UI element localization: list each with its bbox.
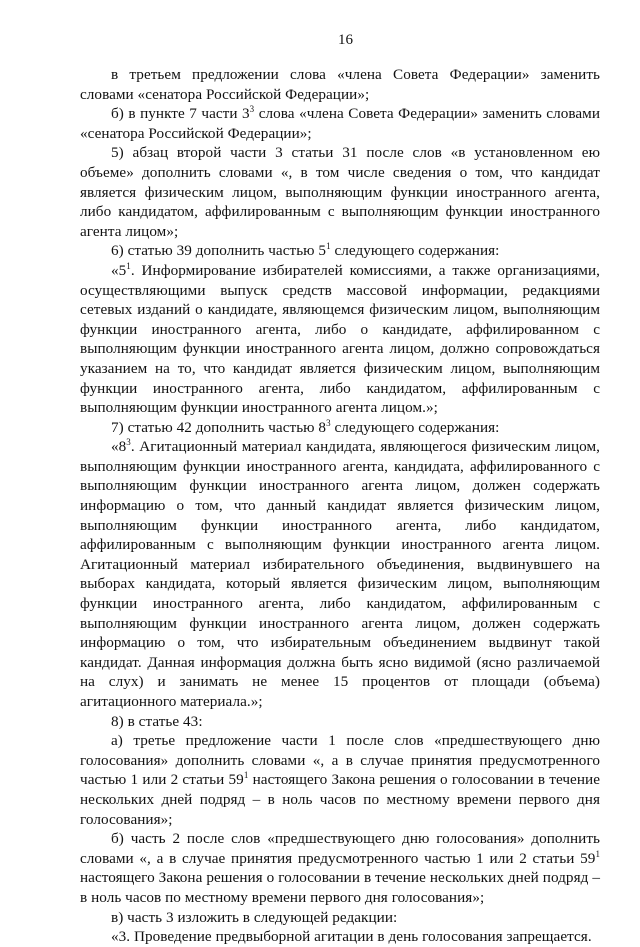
- superscript: 3: [126, 437, 131, 448]
- paragraph-p6: [80, 418, 600, 438]
- paragraph-text: настоящего Закона решения о голосовании в течение нескольких дней подряд – в ноль часов по местному времени первого дня голосования»;: [80, 869, 600, 906]
- superscript: 1: [326, 241, 331, 252]
- paragraph-p2: [80, 104, 600, 143]
- paragraph-p12: [80, 927, 600, 947]
- paragraph-text: 8) в статье 43:: [111, 712, 203, 730]
- superscript: 3: [249, 104, 255, 115]
- superscript: 3: [326, 417, 331, 428]
- paragraph-text: в третьем предложении слова «члена Совета Федерации» заменить словами «сенатора Российской Федерации»;: [80, 66, 600, 103]
- paragraph-text: 7) статью 42 дополнить частью 8: [111, 418, 327, 436]
- document-body: [80, 65, 600, 947]
- superscript: 1: [243, 770, 249, 781]
- paragraph-text: настоящего Закона решения о голосовании в течение нескольких дней подряд – в ноль часов по местному времени первого дня голосования»;: [80, 771, 600, 828]
- paragraph-p10: [80, 829, 600, 907]
- paragraph-text: б) в пункте 7 части 3: [111, 105, 250, 123]
- paragraph-text: а) третье предложение части 1 после слов «предшествующего дню голосования» дополнить словами «, а в случае принятия предусмотренного частью 1 или 2 статьи 59: [80, 732, 600, 789]
- superscript: 1: [126, 260, 131, 271]
- paragraph-text: слова «члена Совета Федерации» заменить словами «сенатора Российской Федерации»;: [80, 105, 600, 142]
- paragraph-text: «8: [111, 438, 127, 456]
- paragraph-p11: [80, 908, 600, 928]
- paragraph-text: «5: [111, 261, 127, 279]
- paragraph-p3: [80, 143, 600, 241]
- paragraph-text: . Агитационный материал кандидата, являющегося физическим лицом, выполняющим функции иностранного агента, кандидата, аффилированного с выполняющим функции иностранного агента лицом, должен содержать информацию о том, что данный кандидат является физическим лицом, выполняющим функции иностранного агента, либо кандидатом, аффилированным с выполняющим функции иностранного агента лицом. Агитационный материал избирательного объединения, выдвинувшего на выборах кандидата, который является физическим лицом, выполняющим функции иностранного агента, либо кандидатом, аффилированным с выполняющим функции иностранного агента лицом, должен содержать информацию о том, что избирательным объединением выдвинут такой кандидат. Данная информация должна быть ясно видимой (ясно различаемой на слух) и занимать не менее 15 процентов от площади (объема) агитационного материала.»;: [80, 438, 600, 710]
- superscript: 1: [595, 848, 600, 859]
- paragraph-p5: [80, 261, 600, 418]
- paragraph-text: следующего содержания:: [330, 242, 500, 260]
- paragraph-text: . Информирование избирателей комиссиями, а также организациями, осуществляющими выпуск средств массовой информации, редакциями сетевых изданий о кандидате, являющемся физическим лицом, выполняющим функции иностранного агента, либо о кандидате, аффилированном с выполняющим функции иностранного агента лицом, должно сопровождаться указанием на то, что кандидат является физическим лицом, выполняющим функции иностранного агента, либо кандидатом, аффилированным с выполняющим функции иностранного агента лицом.»;: [80, 261, 600, 417]
- paragraph-text: 6) статью 39 дополнить частью 5: [111, 242, 327, 260]
- paragraph-p8: [80, 712, 600, 732]
- paragraph-p1: [80, 65, 600, 104]
- paragraph-p4: [80, 241, 600, 261]
- paragraph-text: б) часть 2 после слов «предшествующего дню голосования» дополнить словами «, а в случае принятия предусмотренного частью 1 или 2 статьи 59: [80, 830, 600, 867]
- paragraph-text: 5) абзац второй части 3 статьи 31 после слов «в установленном ею объеме» дополнить словами «, в том числе сведения о том, что кандидат является физическим лицом, выполняющим функции иностранного агента, либо кандидатом, аффилированным с выполняющим функции иностранного агента лицом»;: [80, 144, 600, 240]
- paragraph-text: в) часть 3 изложить в следующей редакции:: [111, 908, 398, 926]
- paragraph-text: следующего содержания:: [330, 418, 500, 436]
- paragraph-text: «3. Проведение предвыборной агитации в день голосования запрещается.: [111, 928, 592, 946]
- paragraph-p7: [80, 437, 600, 711]
- page-number: 16: [338, 32, 353, 48]
- paragraph-p9: [80, 731, 600, 829]
